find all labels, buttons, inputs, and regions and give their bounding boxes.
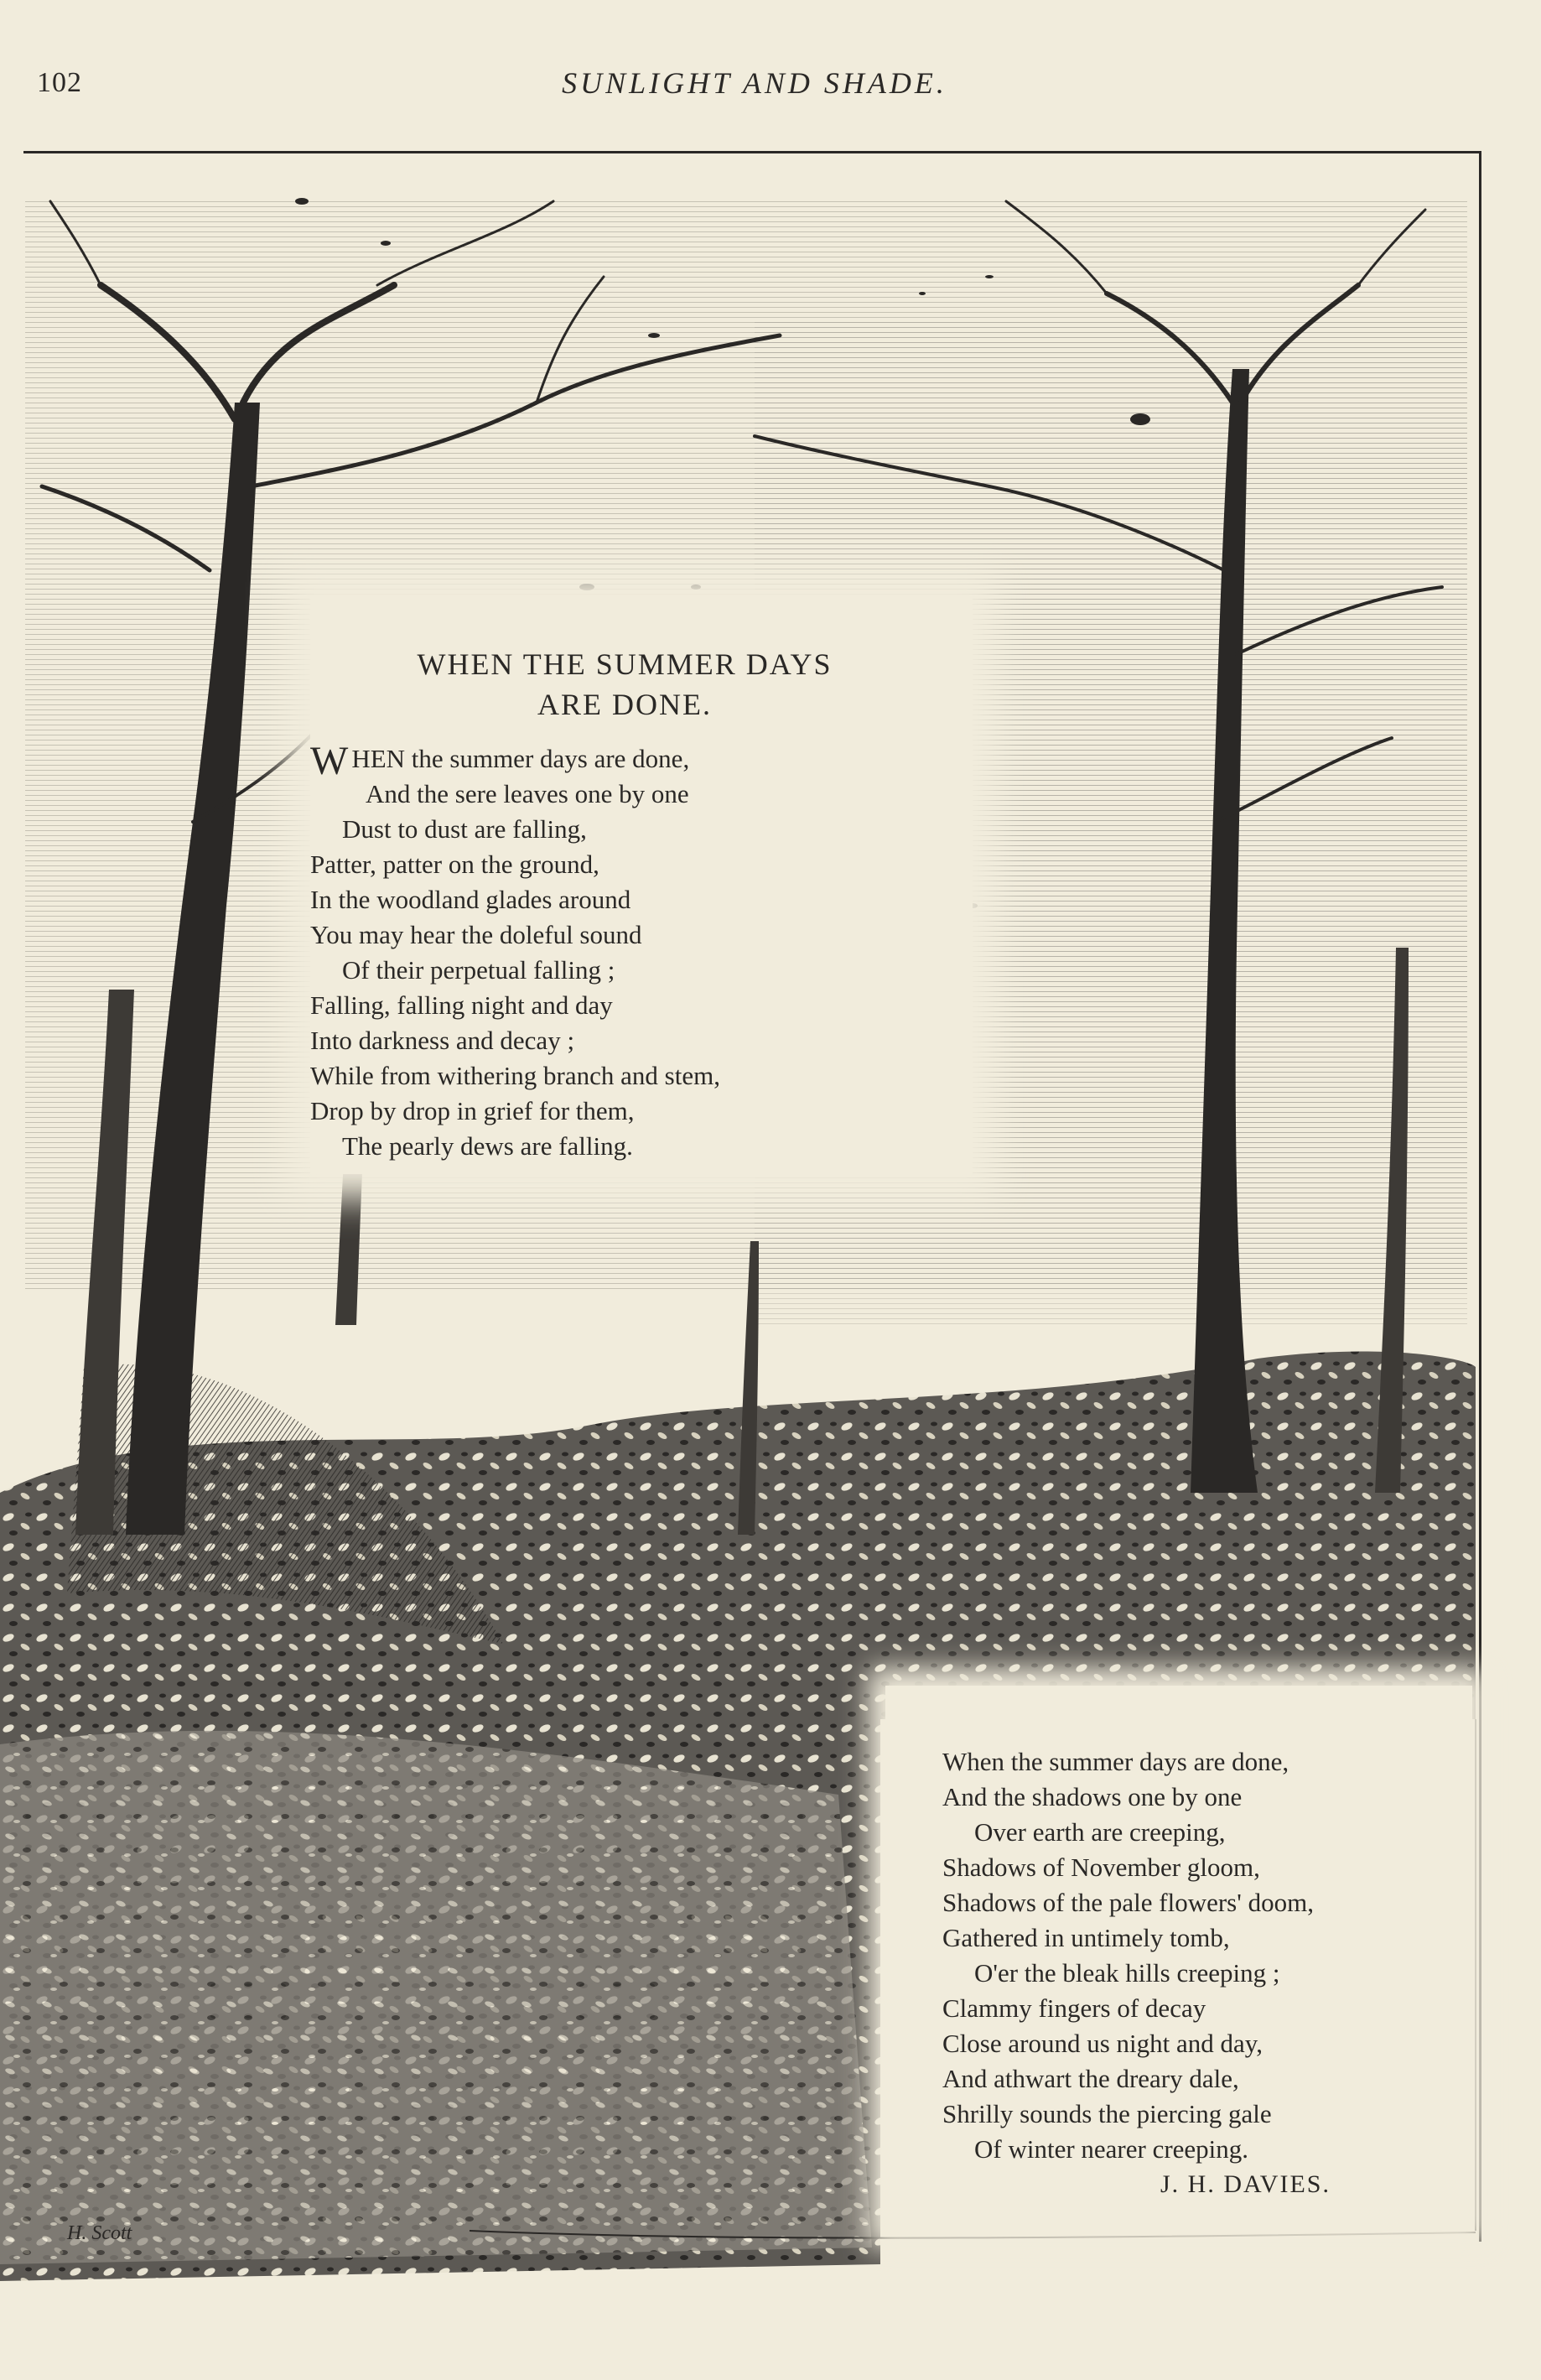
page-header: [0, 0, 1541, 168]
stanza-line: Of winter nearer creeping.: [974, 2134, 1249, 2164]
stanza-line: And athwart the dreary dale,: [942, 2064, 1239, 2093]
page-number: 102: [37, 67, 82, 98]
stanza-1: [310, 741, 973, 1164]
stanza-line: When the summer days are done,: [942, 1747, 1289, 1776]
poem-title: [310, 644, 973, 725]
stanza-line: Of their perpetual falling ;: [342, 955, 615, 985]
stanza-line: Clammy fingers of decay: [942, 1993, 1206, 2023]
stanza-line: Over earth are creeping,: [974, 1817, 1226, 1847]
stanza-line: Into darkness and decay ;: [310, 1026, 575, 1055]
stanza-line: Drop by drop in grief for them,: [310, 1096, 635, 1125]
stanza-line: While from withering branch and stem,: [310, 1061, 720, 1090]
poem-title-line-2: ARE DONE.: [537, 688, 712, 721]
poem-stanza-2-panel: [885, 1686, 1472, 2231]
stanza-line: O'er the bleak hills creeping ;: [974, 1958, 1280, 1988]
stanza-line: Falling, falling night and day: [310, 990, 613, 1020]
poem-title-line-1: WHEN THE SUMMER DAYS: [417, 647, 833, 681]
stanza-line: In the woodland glades around: [310, 885, 631, 914]
stanza-2: [942, 1744, 1472, 2167]
poem-stanza-1-panel: [310, 595, 973, 1174]
stanza-line: The pearly dews are falling.: [342, 1131, 633, 1161]
stanza-line: And the shadows one by one: [942, 1782, 1243, 1811]
stanza-line: Dust to dust are falling,: [342, 814, 587, 844]
stanza-line: And the sere leaves one by one: [366, 779, 689, 808]
stanza-line: Patter, patter on the ground,: [310, 850, 599, 879]
author-name: J. H. DAVIES.: [1160, 2170, 1331, 2198]
running-title: SUNLIGHT AND SHADE.: [562, 66, 947, 100]
stanza-line: You may hear the doleful sound: [310, 920, 642, 949]
stanza-line: WHEN the summer days are done,: [310, 739, 690, 783]
stanza-line: Shadows of the pale flowers' doom,: [942, 1888, 1314, 1917]
engraver-signature: H. Scott: [67, 2222, 132, 2244]
stanza-line: Gathered in untimely tomb,: [942, 1923, 1230, 1952]
stanza-line: Shadows of November gloom,: [942, 1853, 1260, 1882]
stanza-line: Close around us night and day,: [942, 2029, 1263, 2058]
stanza-line: Shrilly sounds the piercing gale: [942, 2099, 1272, 2128]
drop-cap: W: [310, 739, 349, 783]
